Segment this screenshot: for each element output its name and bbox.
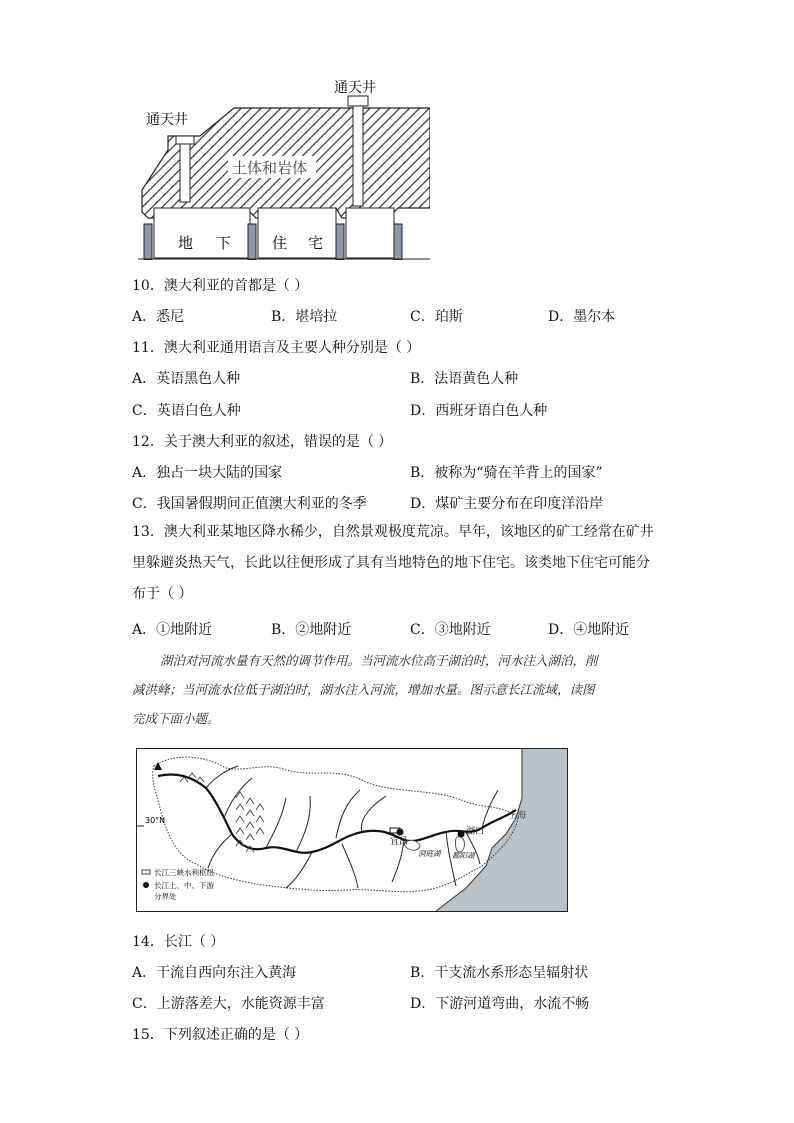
- q13-line-2: 里躲避炎热天气，长此以往便形成了具有当地特色的地下住宅。该类地下住宅可能分: [132, 555, 650, 571]
- pillar: [248, 224, 256, 260]
- latitude-label: 30°N: [145, 816, 166, 825]
- q10-option-b[interactable]: B．堪培拉: [271, 309, 338, 325]
- pillar: [144, 224, 152, 260]
- q11-option-b[interactable]: B．法语黄色人种: [410, 371, 519, 387]
- passage-line-1: 湖泊对河流水量有天然的调节作用。当河流水位高于湖泊时，河水注入湖泊，削: [160, 653, 598, 668]
- left-shaft: [180, 142, 190, 202]
- hukou-point: [458, 831, 465, 838]
- q10-option-a[interactable]: A．悉尼: [132, 309, 185, 325]
- q10-option-c[interactable]: C．珀斯: [410, 309, 463, 325]
- question-15-stem: 15．下列叙述正确的是（ ）: [132, 1027, 309, 1043]
- yichang-label: 宜昌: [390, 837, 409, 847]
- legend-point-label-2: 分界处: [154, 892, 177, 901]
- q13-option-c[interactable]: C．③地附近: [410, 622, 491, 638]
- underground-housing-diagram: [138, 72, 430, 260]
- legend-dam-label: 长江三峡水利枢纽: [154, 868, 214, 877]
- q12-option-a[interactable]: A．独占一块大陆的国家: [132, 465, 283, 481]
- q13-option-b[interactable]: B．②地附近: [271, 622, 352, 638]
- yichang-point: [397, 829, 404, 836]
- yangtze-basin-map: [136, 748, 568, 912]
- q13-option-a[interactable]: A．①地附近: [132, 622, 213, 638]
- passage-line-3: 完成下面小题。: [132, 711, 220, 726]
- poyang-lake: [456, 836, 465, 852]
- house-label-4: 宅: [308, 234, 324, 252]
- question-11-stem: 11．澳大利亚通用语言及主要人种分别是（ ）: [132, 340, 421, 356]
- right-shaft-label: 通天井: [334, 80, 376, 96]
- q14-option-a[interactable]: A．干流自西向东注入黄海: [132, 965, 297, 981]
- pillar: [394, 224, 402, 260]
- q13-option-d[interactable]: D．④地附近: [548, 622, 630, 638]
- q13-line-1: 13．澳大利亚某地区降水稀少，自然景观极度荒凉。早年，该地区的矿工经常在矿井: [132, 524, 654, 540]
- shanghai-label: 上海: [508, 811, 527, 821]
- house-label-2: 下: [216, 234, 232, 252]
- right-shaft: [353, 102, 363, 206]
- q11-option-d[interactable]: D．西班牙语白色人种: [410, 403, 548, 419]
- house-label-1: 地: [178, 234, 194, 252]
- question-12-stem: 12．关于澳大利亚的叙述，错误的是（ ）: [132, 434, 393, 450]
- legend-point-label-1: 长江上、中、下游: [154, 881, 214, 890]
- left-shaft-label: 通天井: [146, 112, 188, 128]
- room-2: [258, 208, 336, 258]
- hukou-label: 湖口: [466, 827, 485, 837]
- q10-option-d[interactable]: D．墨尔本: [548, 309, 616, 325]
- house-label-3: 住: [272, 234, 288, 252]
- poyang-label: 鄱阳湖: [452, 851, 475, 860]
- rock-label: 土体和岩体: [232, 159, 308, 177]
- q14-option-c[interactable]: C．上游落差大，水能资源丰富: [132, 996, 325, 1012]
- question-13-stem: [132, 517, 662, 610]
- room-3: [346, 208, 394, 258]
- q11-option-a[interactable]: A．英语黑色人种: [132, 371, 241, 387]
- q12-option-d[interactable]: D．煤矿主要分布在印度洋沿岸: [410, 496, 604, 512]
- question-14-stem: 14．长江（ ）: [132, 934, 225, 950]
- room-1: [154, 208, 250, 258]
- q13-line-3: 布于（ ）: [132, 586, 193, 602]
- q12-option-c[interactable]: C．我国暑假期间正值澳大利亚的冬季: [132, 496, 367, 512]
- dongting-label: 洞庭湖: [418, 849, 441, 858]
- q14-option-b[interactable]: B．干支流水系形态呈辐射状: [410, 965, 589, 981]
- pillar: [336, 224, 344, 260]
- passage-line-2: 减洪峰；当河流水位低于湖泊时，湖水注入河流，增加水量。图示意长江流域，读图: [132, 682, 595, 697]
- q11-option-c[interactable]: C．英语白色人种: [132, 403, 241, 419]
- reading-passage: [132, 646, 662, 733]
- question-10-stem: 10．澳大利亚的首都是（ ）: [132, 278, 309, 294]
- q12-option-b[interactable]: B．被称为“骑在羊背上的国家”: [410, 465, 603, 481]
- q14-option-d[interactable]: D．下游河道弯曲，水流不畅: [410, 996, 590, 1012]
